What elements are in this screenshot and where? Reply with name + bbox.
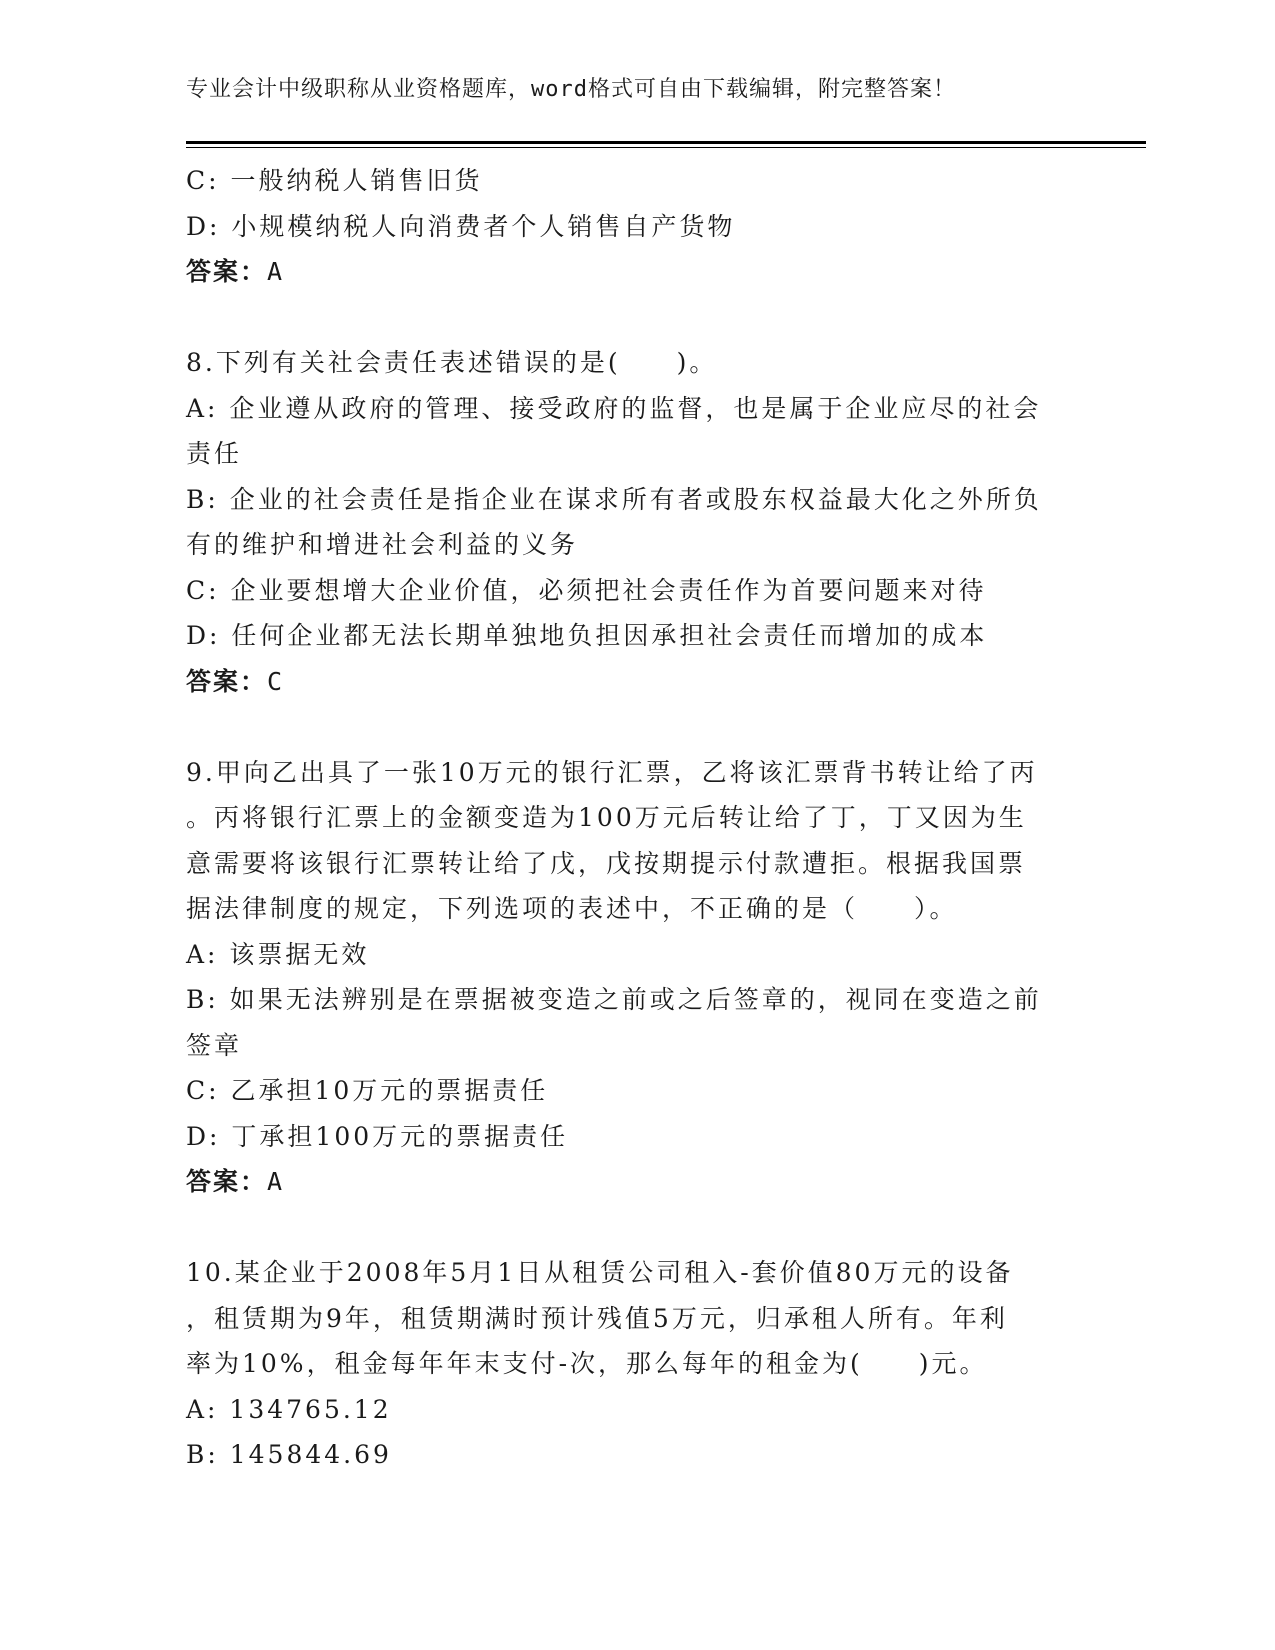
answer-label: 答案： (186, 1167, 268, 1196)
option-d: D: 小规模纳税人向消费者个人销售自产货物 (186, 211, 736, 241)
option-c: C: 一般纳税人销售旧货 (186, 166, 483, 195)
option-d: D: 任何企业都无法长期单独地负担因承担社会责任而增加的成本 (186, 621, 988, 650)
option-a-continued: 责任 (186, 439, 243, 468)
spacer (186, 1205, 1086, 1251)
option-a: A: 134765.12 (186, 1394, 392, 1424)
spacer (186, 704, 1086, 750)
header-rule-thick (186, 141, 1146, 144)
spacer (186, 295, 1086, 341)
question-block-8 (186, 340, 1086, 704)
question-stem-continued: 率为10%，租金每年年末支付-次，那么每年的租金为( )元。 (186, 1349, 988, 1378)
option-b: B: 如果无法辨别是在票据被变造之前或之后签章的，视同在变造之前 (186, 985, 1042, 1014)
option-a: A: 该票据无效 (186, 939, 370, 969)
option-a: A: 企业遵从政府的管理、接受政府的监督，也是属于企业应尽的社会 (186, 393, 1042, 423)
answer-value: A (267, 1167, 285, 1196)
answer-value: C (267, 666, 285, 696)
option-d: D: 丁承担100万元的票据责任 (186, 1121, 569, 1151)
question-stem: 9.甲向乙出具了一张10万元的银行汇票，乙将该汇票背书转让给了丙 (186, 757, 1038, 787)
question-stem-continued: 。丙将银行汇票上的金额变造为100万元后转让给了丁，丁又因为生 (186, 803, 1027, 832)
option-b: B: 145844.69 (186, 1440, 392, 1469)
question-block-10 (186, 1250, 1086, 1478)
answer-label: 答案： (186, 666, 268, 696)
page-header: 专业会计中级职称从业资格题库，word格式可自由下载编辑，附完整答案！ (186, 77, 956, 102)
question-block-prev (186, 158, 1086, 295)
option-b-continued: 签章 (186, 1030, 243, 1060)
header-rule-thin (186, 147, 1146, 148)
question-stem-continued: ，租赁期为9年，租赁期满时预计残值5万元，归承租人所有。年利 (186, 1303, 1008, 1333)
question-stem: 8.下列有关社会责任表述错误的是( )。 (186, 348, 718, 377)
answer-line (186, 659, 1086, 705)
answer-line (186, 1159, 1086, 1205)
option-c: C: 乙承担10万元的票据责任 (186, 1076, 549, 1105)
answer-line (186, 249, 1086, 295)
answer-label: 答案： (186, 257, 268, 286)
question-block-9 (186, 750, 1086, 1205)
option-b-continued: 有的维护和增进社会利益的义务 (186, 530, 579, 559)
answer-value: A (267, 257, 285, 286)
option-c: C: 企业要想增大企业价值，必须把社会责任作为首要问题来对待 (186, 575, 987, 605)
option-b: B: 企业的社会责任是指企业在谋求所有者或股东权益最大化之外所负 (186, 484, 1042, 514)
question-stem-continued: 据法律制度的规定，下列选项的表述中，不正确的是（ ）。 (186, 894, 958, 923)
question-stem: 10.某企业于2008年5月1日从租赁公司租入-套价值80万元的设备 (186, 1258, 1014, 1287)
document-body (186, 158, 1086, 1478)
question-stem-continued: 意需要将该银行汇票转让给了戊，戊按期提示付款遭拒。根据我国票 (186, 848, 1027, 878)
